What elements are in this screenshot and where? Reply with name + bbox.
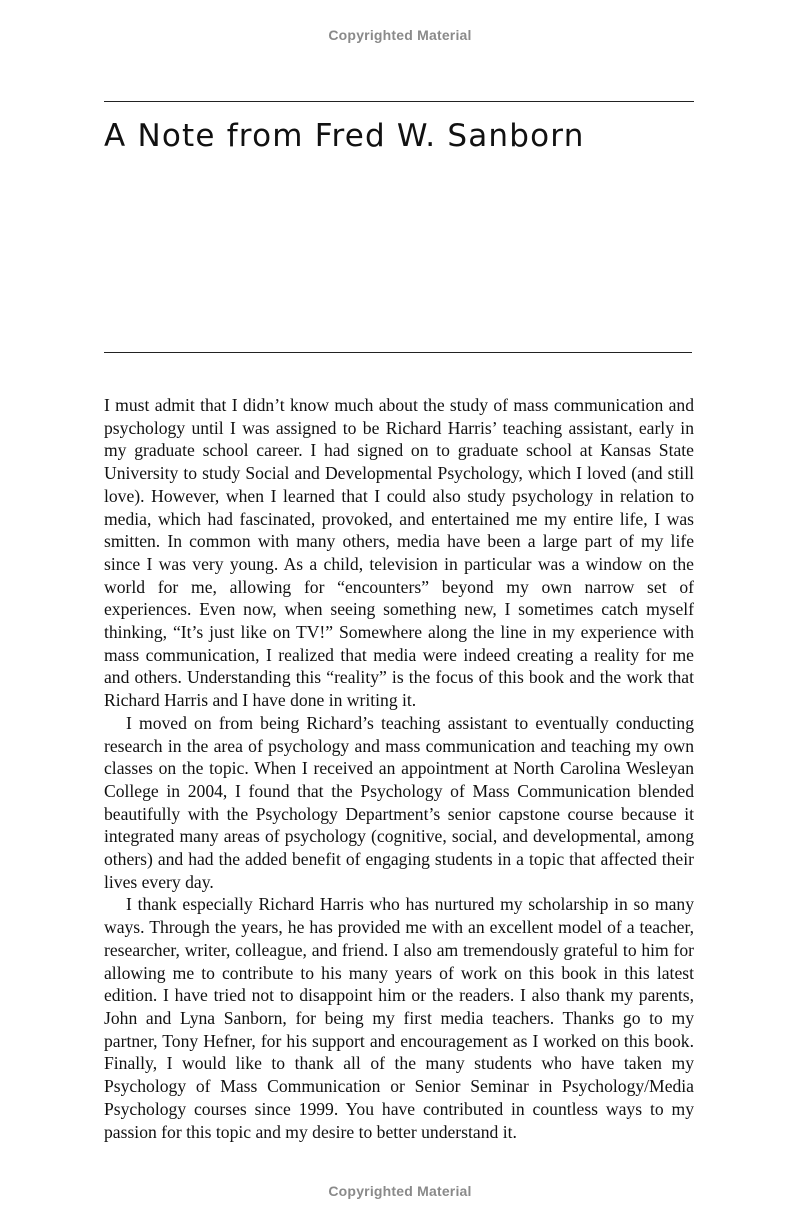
copyright-watermark-bottom: Copyrighted Material — [328, 1183, 472, 1199]
section-rule — [104, 352, 692, 353]
page-title: A Note from Fred W. Sanborn — [104, 118, 585, 154]
paragraph-3: I thank especially Richard Harris who has nurtured my scholarship in so many ways. Through the years, he has provided me with an excellent model of a teacher, researcher, writer, colleague, and friend. I also am tremendously grateful to him for allowing me to contribute to his many years of work on this book in this latest edition. I have tried not to disappoint him or the readers. I also thank my parents, John and Lyna Sanborn, for being my first media teachers. Thanks go to my partner, Tony Hefner, for his support and encouragement as I worked on this book. Finally, I would like to thank all of the many students who have taken my Psychology of Mass Communication or Senior Seminar in Psychology/Media Psychology courses since 1999. You have contributed in countless ways to my passion for this topic and my desire to better understand it. — [104, 894, 694, 1142]
paragraph-2: I moved on from being Richard’s teaching assistant to eventually conducting research in the area of psychology and mass communication and teaching my own classes on the topic. When I received an appointment at North Carolina Wesleyan College in 2004, I found that the Psychology of Mass Communication blended beautifully with the Psychology Department’s senior capstone course because it integrated many areas of psychology (cognitive, social, and developmental, among others) and had the added benefit of engaging students in a topic that affected their lives every day. — [104, 712, 694, 892]
paragraph-1: I must admit that I didn’t know much about the study of mass communication and psychology until I was assigned to be Richard Harris’ teaching assistant, early in my graduate school career. I had signed on to graduate school at Kansas State University to study Social and Developmental Psychology, which I loved (and still love). However, when I learned that I could also study psychology in relation to media, which had fascinated, provoked, and entertained me my entire life, I was smitten. In common with many others, media have been a large part of my life since I was very young. As a child, television in particular was a window on the world for me, allowing for “encounters” beyond my own narrow set of experiences. Even now, when seeing something new, I sometimes catch myself thinking, “It’s just like on TV!” Somewhere along the line in my experience with mass communication, I realized that media were indeed creating a reality for me and others. Understanding this “reality” is the focus of this book and the work that Richard Harris and I have done in writing it. — [104, 395, 694, 711]
body-text — [104, 394, 694, 1143]
copyright-watermark-top: Copyrighted Material — [328, 27, 472, 43]
top-rule — [104, 101, 694, 102]
